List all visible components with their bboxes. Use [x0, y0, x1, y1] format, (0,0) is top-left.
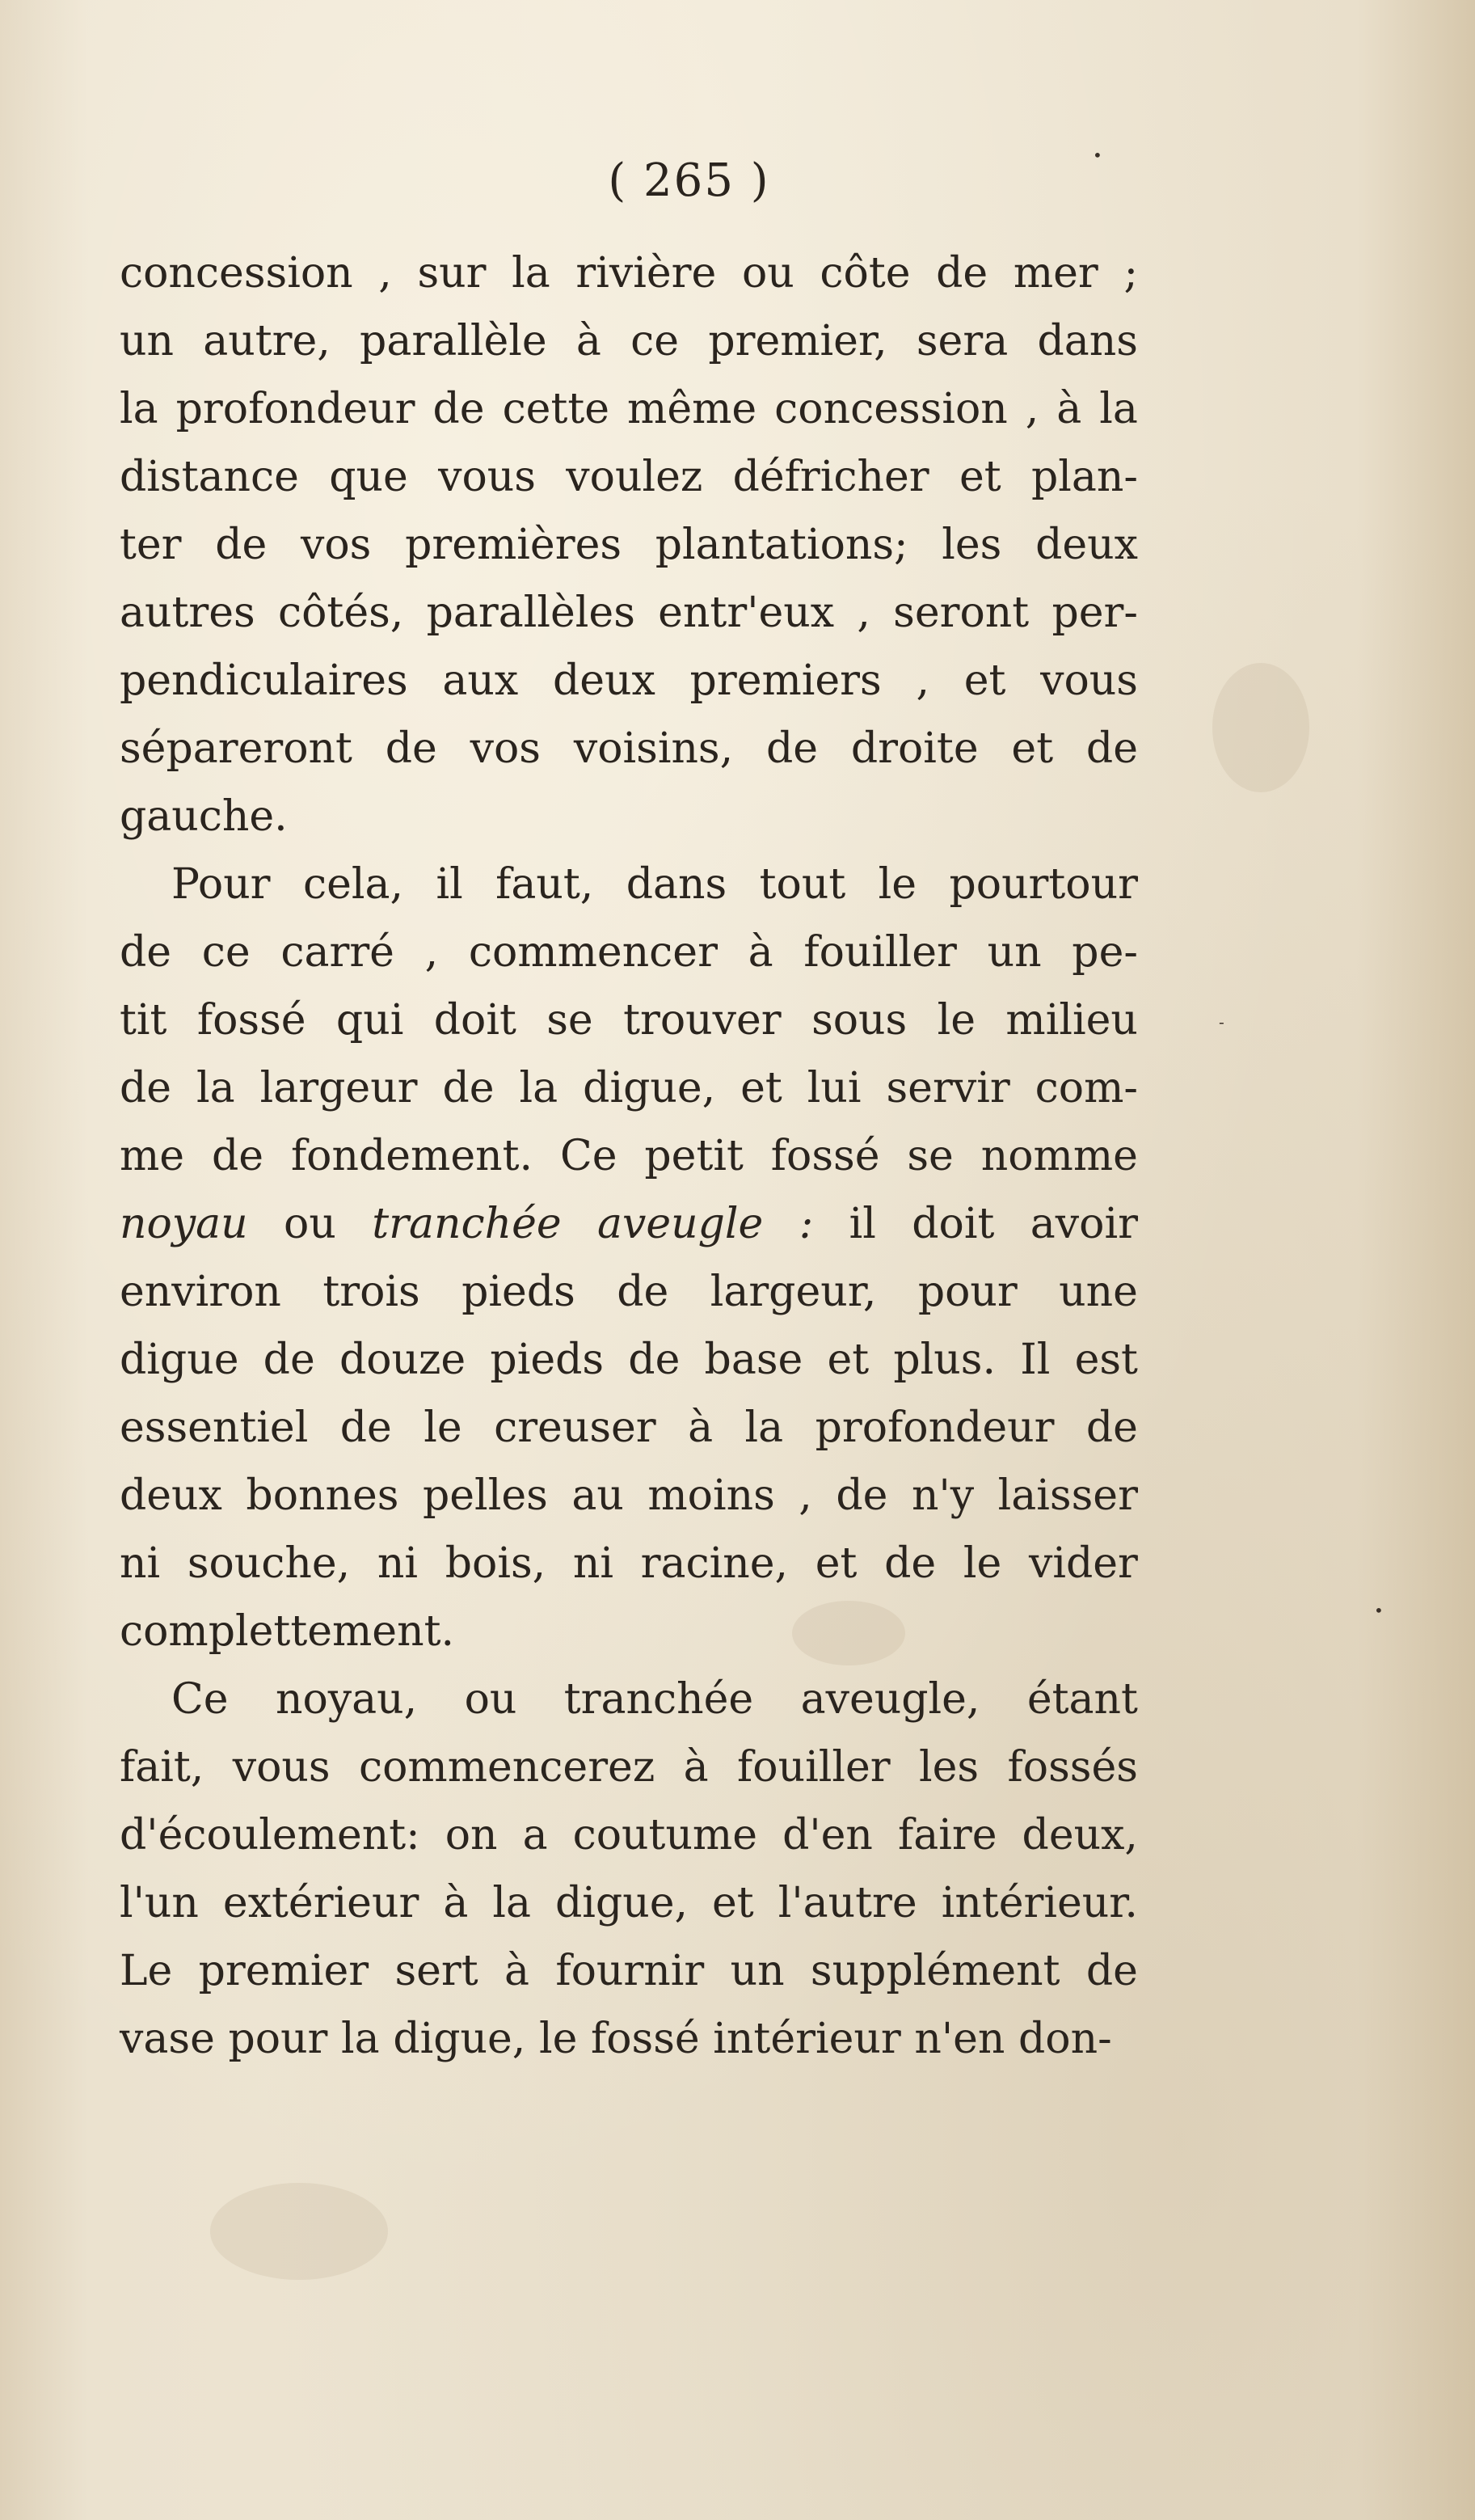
word: n'en — [914, 2015, 1005, 2063]
italic-word: tranchée — [372, 1200, 562, 1248]
word: autres — [120, 589, 255, 637]
word: et — [827, 1336, 870, 1384]
word: avoir — [1030, 1200, 1138, 1248]
text-line — [120, 715, 1138, 783]
word: ce — [201, 928, 251, 977]
word: de — [120, 928, 172, 977]
word: per- — [1051, 589, 1138, 637]
text-line — [120, 2005, 1138, 2073]
word: vous — [1040, 656, 1138, 705]
word: cela, — [302, 860, 404, 909]
word: même — [627, 385, 757, 433]
word: ou — [464, 1675, 517, 1724]
body-text — [120, 239, 1138, 2073]
word: extérieur — [222, 1879, 419, 1927]
word: d'en — [782, 1811, 873, 1859]
word: ni — [572, 1539, 613, 1588]
word: plus. — [893, 1336, 996, 1384]
word: doit — [433, 996, 516, 1045]
word: don- — [1018, 2015, 1112, 2063]
text-line — [120, 1801, 1138, 1869]
word: faire — [897, 1811, 997, 1859]
word: côte — [820, 249, 911, 298]
word: le — [424, 1404, 462, 1452]
text-line — [120, 1869, 1138, 1937]
word: mer — [1013, 249, 1098, 298]
word: ou — [284, 1200, 336, 1248]
word: le — [963, 1539, 1002, 1588]
word: fossé — [196, 996, 306, 1045]
word: doit — [912, 1200, 995, 1248]
text-line — [120, 1530, 1138, 1598]
word: les — [942, 521, 1002, 569]
word: , — [857, 589, 870, 637]
word: premières — [405, 521, 622, 569]
word: fossé — [590, 2015, 700, 2063]
text-line — [120, 1665, 1138, 1733]
word: le — [937, 996, 976, 1045]
word: de — [432, 385, 485, 433]
text-line — [120, 1598, 1138, 1665]
word: ou — [741, 249, 794, 298]
word: vous — [232, 1743, 331, 1792]
word: un — [730, 1947, 785, 1995]
speck-mark: • — [1374, 1601, 1384, 1620]
word: intérieur. — [941, 1879, 1138, 1927]
word: Le — [120, 1947, 173, 1995]
word: deux — [552, 656, 655, 705]
word: tout — [759, 860, 846, 909]
word: pieds — [461, 1268, 575, 1316]
word: une — [1059, 1268, 1138, 1316]
word: nomme — [980, 1132, 1138, 1180]
word: de — [211, 1132, 264, 1180]
text-line — [120, 307, 1138, 375]
word: il — [436, 860, 463, 909]
word: trois — [322, 1268, 420, 1316]
word: com- — [1035, 1064, 1138, 1112]
word: deux — [120, 1471, 222, 1520]
word: la — [196, 1064, 235, 1112]
word: concession — [774, 385, 1008, 433]
word: de — [263, 1336, 315, 1384]
word: trouver — [623, 996, 782, 1045]
word: parallèle — [360, 317, 547, 365]
word: dans — [626, 860, 727, 909]
word: fouiller — [803, 928, 957, 977]
word: commencer — [468, 928, 718, 977]
word: la — [744, 1404, 784, 1452]
word: base — [704, 1336, 803, 1384]
text-line — [120, 1937, 1138, 2005]
text-line — [120, 918, 1138, 986]
text-line — [120, 1733, 1138, 1801]
word: la — [1099, 385, 1138, 433]
word: vos — [301, 521, 372, 569]
word: pe- — [1072, 928, 1138, 977]
word: sous — [811, 996, 908, 1045]
word: sert — [394, 1947, 478, 1995]
text-line — [120, 511, 1138, 579]
word: fondement. — [290, 1132, 533, 1180]
word: petit — [644, 1132, 744, 1180]
text-line — [120, 647, 1138, 715]
word: plantations; — [655, 521, 908, 569]
word: sera — [916, 317, 1009, 365]
word: un — [120, 317, 174, 365]
text-line — [120, 375, 1138, 443]
text-line — [120, 239, 1138, 307]
word: sur — [417, 249, 487, 298]
word: le — [538, 2015, 578, 2063]
word: l'un — [120, 1879, 199, 1927]
word: pour — [917, 1268, 1018, 1316]
word: la — [492, 1879, 531, 1927]
word: de — [884, 1539, 937, 1588]
word: complettement. — [120, 1607, 454, 1656]
speck-mark: • — [1093, 146, 1102, 165]
italic-word: : — [799, 1200, 814, 1248]
word: creuser — [494, 1404, 656, 1452]
word: et — [963, 656, 1006, 705]
word: le — [878, 860, 917, 909]
word: fournir — [555, 1947, 705, 1995]
text-line — [120, 1394, 1138, 1462]
text-line — [120, 783, 1138, 851]
word: fait, — [120, 1743, 204, 1792]
word: pelles — [423, 1471, 548, 1520]
word: est — [1074, 1336, 1138, 1384]
word: ce — [630, 317, 680, 365]
text-line — [120, 1054, 1138, 1122]
word: commencerez — [358, 1743, 655, 1792]
word: voisins, — [573, 724, 734, 773]
word: à — [748, 928, 773, 977]
text-line — [120, 1258, 1138, 1326]
word: de — [765, 724, 819, 773]
word: largeur, — [710, 1268, 877, 1316]
word: , — [424, 928, 439, 977]
word: Ce — [559, 1132, 617, 1180]
word: douze — [339, 1336, 466, 1384]
text-line — [120, 579, 1138, 647]
word: que — [329, 453, 408, 501]
word: n'y — [911, 1471, 975, 1520]
word: de — [339, 1404, 392, 1452]
word: un — [987, 928, 1042, 977]
word: deux — [1035, 521, 1138, 569]
word: de — [1085, 724, 1138, 773]
word: profondeur — [815, 1404, 1055, 1452]
word: carré — [280, 928, 394, 977]
word: digue, — [393, 2015, 526, 2063]
word: plan- — [1030, 453, 1138, 501]
word: digue, — [555, 1879, 689, 1927]
paper-stain — [1212, 663, 1309, 792]
word: droite — [850, 724, 979, 773]
paragraph — [120, 239, 1138, 851]
word: vider — [1028, 1539, 1138, 1588]
word: sépareront — [120, 724, 352, 773]
word: vous — [438, 453, 536, 501]
word: de — [617, 1268, 669, 1316]
word: à — [504, 1947, 530, 1995]
word: défricher — [732, 453, 929, 501]
word: et — [740, 1064, 782, 1112]
word: concession — [120, 249, 353, 298]
word: largeur — [259, 1064, 418, 1112]
word: ; — [1123, 249, 1138, 298]
text-line — [120, 986, 1138, 1054]
word: l'autre — [778, 1879, 917, 1927]
word: à — [688, 1404, 714, 1452]
word: on — [445, 1811, 498, 1859]
word: de — [215, 521, 268, 569]
word: se — [546, 996, 593, 1045]
word: d'écoulement: — [120, 1811, 420, 1859]
word: étant — [1026, 1675, 1138, 1724]
word: essentiel — [120, 1404, 309, 1452]
word: autre, — [203, 317, 331, 365]
word: tranchée — [563, 1675, 754, 1724]
word: aux — [442, 656, 519, 705]
word: bois, — [445, 1539, 546, 1588]
paragraph — [120, 851, 1138, 1665]
word: me — [120, 1132, 185, 1180]
paragraph — [120, 1665, 1138, 2073]
word: racine, — [640, 1539, 789, 1588]
word: il — [849, 1200, 876, 1248]
text-line — [120, 851, 1138, 918]
word: à — [683, 1743, 709, 1792]
text-line — [120, 1122, 1138, 1190]
word: fossé — [770, 1132, 880, 1180]
word: digue — [120, 1336, 239, 1384]
word: deux, — [1022, 1811, 1138, 1859]
word: Il — [1020, 1336, 1051, 1384]
word: de — [1085, 1404, 1138, 1452]
word: rivière — [575, 249, 717, 298]
italic-word: aveugle — [597, 1200, 764, 1248]
text-line — [120, 1462, 1138, 1530]
word: lui — [807, 1064, 862, 1112]
word: de — [120, 1064, 172, 1112]
word: dans — [1037, 317, 1138, 365]
word: , — [1025, 385, 1039, 433]
word: de — [936, 249, 988, 298]
word: premier, — [708, 317, 887, 365]
word: fouiller — [737, 1743, 891, 1792]
word: à — [575, 317, 601, 365]
word: pourtour — [949, 860, 1138, 909]
page-number: ( 265 ) — [608, 154, 770, 207]
word: de — [836, 1471, 888, 1520]
word: parallèles — [426, 589, 635, 637]
word: tit — [120, 996, 167, 1045]
word: ni — [377, 1539, 419, 1588]
word: vos — [470, 724, 541, 773]
word: distance — [120, 453, 299, 501]
word: digue, — [583, 1064, 716, 1112]
word: la — [341, 2015, 380, 2063]
word: de — [385, 724, 437, 773]
word: souche, — [187, 1539, 351, 1588]
word: premier — [198, 1947, 369, 1995]
word: entr'eux — [658, 589, 835, 637]
word: laisser — [997, 1471, 1138, 1520]
text-line — [120, 1190, 1138, 1258]
word: , — [916, 656, 929, 705]
italic-word: noyau — [120, 1200, 248, 1248]
word: vase — [120, 2015, 215, 2063]
word: , — [378, 249, 392, 298]
word: voulez — [566, 453, 703, 501]
word: à — [1056, 385, 1082, 433]
word: la — [120, 385, 158, 433]
word: au — [571, 1471, 624, 1520]
text-line — [120, 443, 1138, 511]
word: et — [712, 1879, 754, 1927]
word: pour — [228, 2015, 328, 2063]
word: se — [907, 1132, 954, 1180]
word: seront — [893, 589, 1030, 637]
word: à — [443, 1879, 469, 1927]
word: Pour — [171, 860, 271, 909]
word: la — [512, 249, 550, 298]
text-line — [120, 1326, 1138, 1394]
word: premiers — [689, 656, 882, 705]
word: faut, — [495, 860, 594, 909]
word: bonnes — [246, 1471, 399, 1520]
word: et — [815, 1539, 858, 1588]
word: côtés, — [278, 589, 404, 637]
word: , — [799, 1471, 812, 1520]
word: de — [442, 1064, 495, 1112]
word: et — [1011, 724, 1054, 773]
word: milieu — [1005, 996, 1138, 1045]
word: ter — [120, 521, 182, 569]
word: noyau, — [275, 1675, 418, 1724]
word: a — [522, 1811, 548, 1859]
word: environ — [120, 1268, 281, 1316]
word: la — [519, 1064, 558, 1112]
word: profondeur — [175, 385, 415, 433]
word: gauche. — [120, 792, 288, 841]
word: Ce — [171, 1675, 229, 1724]
word: de — [1085, 1947, 1138, 1995]
word: coutume — [572, 1811, 758, 1859]
word: moins — [647, 1471, 775, 1520]
word: de — [628, 1336, 681, 1384]
word: pieds — [490, 1336, 605, 1384]
word: servir — [886, 1064, 1010, 1112]
word: pendiculaires — [120, 656, 408, 705]
word: qui — [335, 996, 404, 1045]
word: ni — [120, 1539, 161, 1588]
word: aveugle, — [800, 1675, 980, 1724]
word: fossés — [1007, 1743, 1138, 1792]
word: supplément — [810, 1947, 1060, 1995]
word: et — [959, 453, 1001, 501]
word: les — [919, 1743, 980, 1792]
paper-stain — [210, 2183, 388, 2280]
word: cette — [502, 385, 610, 433]
word: intérieur — [713, 2015, 901, 2063]
speck-mark: - — [1219, 1012, 1224, 1032]
